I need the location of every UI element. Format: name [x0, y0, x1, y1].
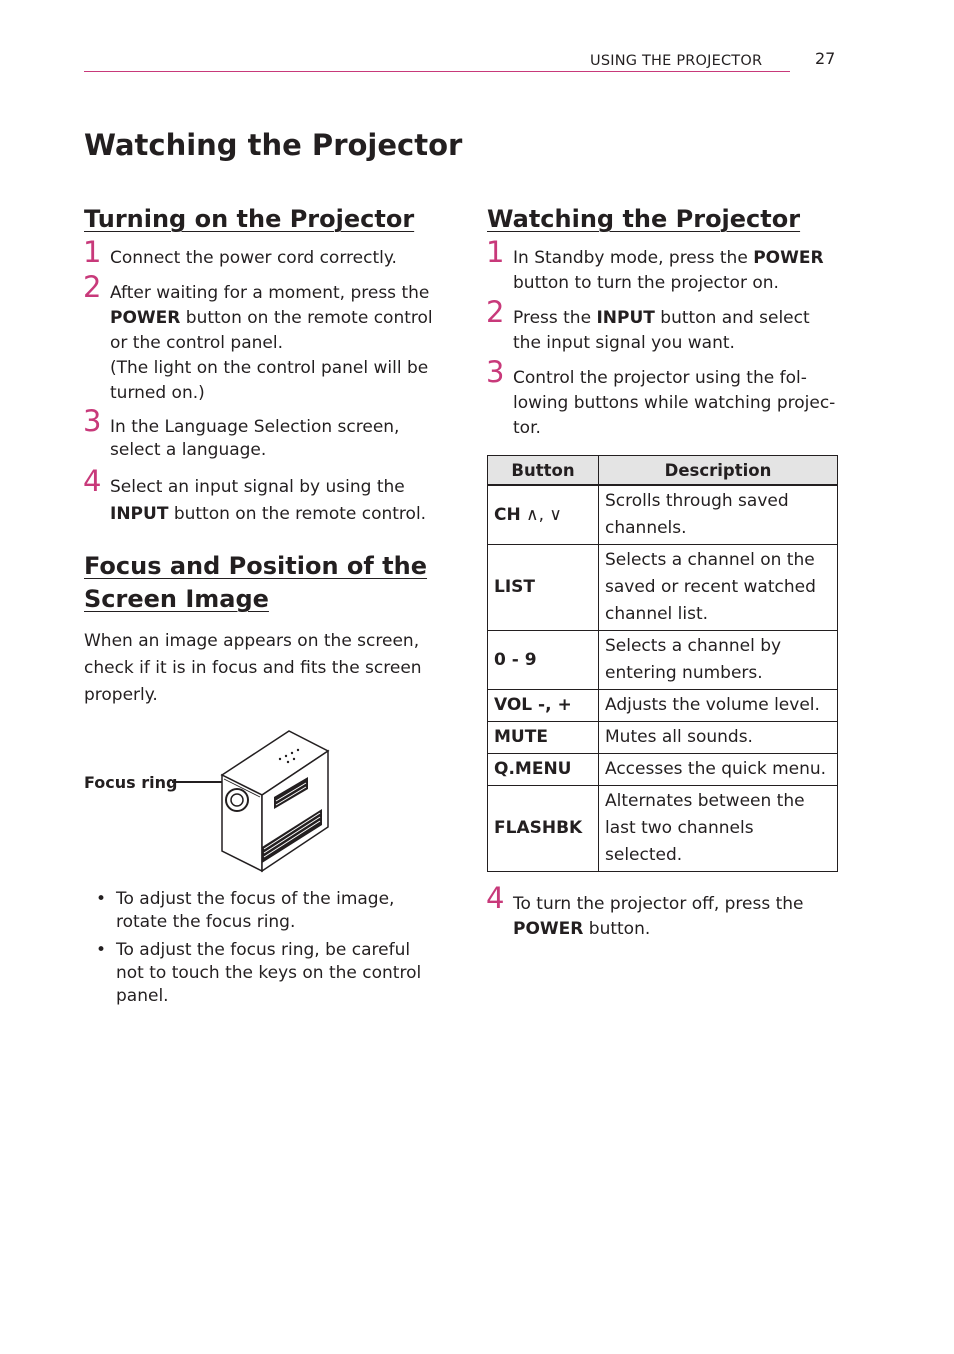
table-cell-description: Alternates between the last two channels selected. [599, 786, 838, 872]
focus-tips-list [84, 888, 434, 1013]
watching-heading: Watching the Projector [487, 205, 801, 233]
turning-on-step-4 [83, 464, 434, 528]
table-cell-button: MUTE [488, 722, 599, 754]
projector-figure [84, 725, 344, 875]
step-text: Control the projector using the fol-lowing buttons while watching projec-tor. [513, 368, 836, 438]
table-cell-description: Accesses the quick menu. [599, 754, 838, 786]
step-text: Press the INPUT button and select the input signal you want. [513, 308, 810, 353]
table-row [488, 754, 838, 786]
step-text: In Standby mode, press the POWER button to turn the projector on. [513, 248, 824, 293]
table-row [488, 722, 838, 754]
turning-on-step-2 [83, 270, 434, 406]
table-header-description: Description [599, 456, 838, 486]
right-column [487, 203, 839, 942]
table-cell-description: Selects a channel by entering numbers. [599, 631, 838, 690]
watching-step-2 [486, 295, 839, 356]
step-number: 3 [486, 355, 505, 389]
table-cell-button: LIST [488, 545, 599, 631]
table-row [488, 631, 838, 690]
watching-step-3 [486, 355, 839, 441]
page-title: Watching the Projector [84, 128, 463, 162]
table-cell-description: Scrolls through saved channels. [599, 485, 838, 545]
table-row [488, 485, 838, 545]
page-number: 27 [815, 49, 836, 68]
table-row [488, 786, 838, 872]
step-number: 4 [486, 881, 505, 915]
list-item: • To adjust the focus ring, be careful not to touch the keys on the control panel. [84, 939, 434, 1008]
table-cell-description: Selects a channel on the saved or recent watched channel list. [599, 545, 838, 631]
focus-intro: When an image appears on the screen, check if it is in focus and fits the screen properly. [84, 631, 422, 705]
table-row [488, 545, 838, 631]
turning-on-heading: Turning on the Projector [84, 205, 415, 233]
table-cell-description: Adjusts the volume level. [599, 690, 838, 722]
table-cell-button: FLASHBK [488, 786, 599, 872]
table-cell-description: Mutes all sounds. [599, 722, 838, 754]
step-text: In the Language Selection screen, select a language. [110, 417, 400, 460]
step-text: After waiting for a moment, press the POWER button on the remote control or the control panel. (The light on the control panel will be turned on.) [110, 283, 433, 403]
turning-on-step-1 [83, 235, 434, 271]
step-number: 4 [83, 464, 102, 498]
step-number: 1 [83, 235, 102, 269]
step-number: 3 [83, 404, 102, 438]
watching-step-4 [486, 881, 839, 942]
step-number: 1 [486, 235, 505, 269]
turning-on-step-3 [83, 404, 434, 462]
step-number: 2 [486, 295, 505, 329]
table-header-button: Button [488, 456, 599, 486]
list-item: • To adjust the focus of the image, rotate the focus ring. [84, 888, 434, 934]
focus-ring-label: Focus ring [84, 773, 178, 792]
step-text: To turn the projector off, press the POWER button. [513, 894, 804, 939]
focus-heading: Focus and Position of the Screen Image [84, 552, 428, 613]
step-number: 2 [83, 270, 102, 304]
table-cell-button: CH ∧, ∨ [488, 485, 599, 545]
header-rule [84, 71, 790, 72]
projector-illustration [84, 725, 344, 875]
table-cell-button: 0 - 9 [488, 631, 599, 690]
step-text: Connect the power cord correctly. [110, 248, 397, 268]
button-table [487, 455, 838, 872]
watching-step-1 [486, 235, 839, 296]
table-row [488, 690, 838, 722]
step-text: Select an input signal by using the INPUT button on the remote control. [110, 477, 427, 524]
left-column [84, 203, 434, 709]
header-section-title: USING THE PROJECTOR [590, 53, 763, 69]
table-cell-button: Q.MENU [488, 754, 599, 786]
table-cell-button: VOL -, + [488, 690, 599, 722]
table-header-row [488, 456, 838, 486]
